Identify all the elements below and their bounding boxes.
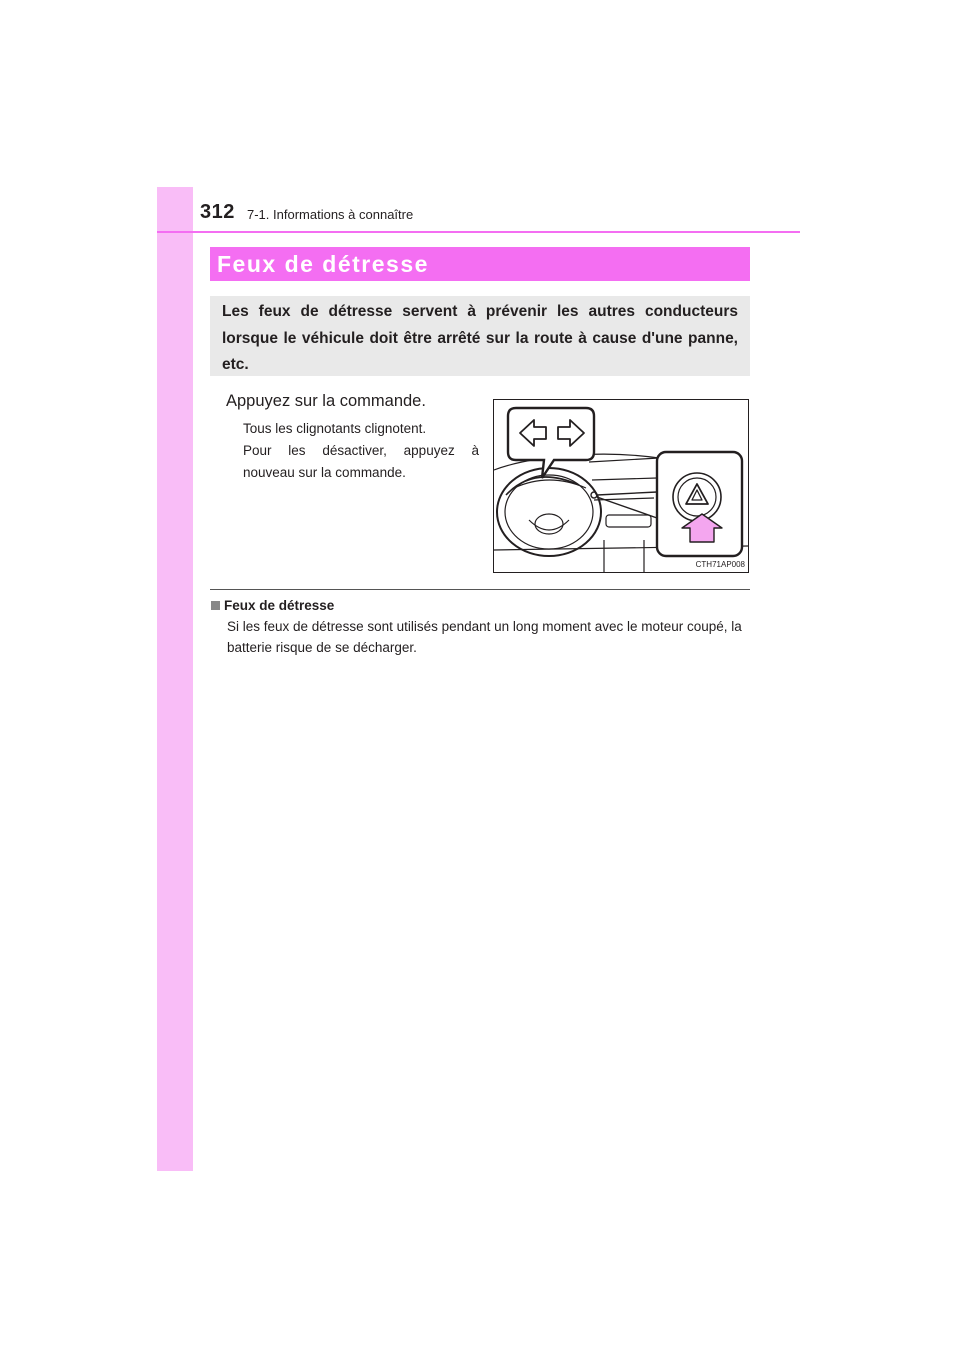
step-instruction: Appuyez sur la commande. — [226, 392, 426, 410]
note-heading-text: Feux de détresse — [224, 598, 335, 613]
step-note-line-2: Pour les désactiver, appuyez à nouveau sur la commande. — [243, 443, 479, 480]
hazard-switch-zoom — [657, 452, 742, 556]
note-heading — [211, 598, 334, 613]
page-title: Feux de détresse — [217, 251, 429, 277]
side-color-strip — [157, 187, 193, 1171]
intro-text: Les feux de détresse servent à prévenir les autres conducteurs lorsque le véhicule doit être arrêté sur la route à cause d'une panne, etc. — [222, 303, 738, 373]
intro-box — [210, 296, 750, 376]
hazard-switch-illustration — [493, 399, 749, 573]
figure-code: CTH71AP008 — [695, 560, 745, 569]
step-note-line-1: Tous les clignotants clignotent. — [243, 421, 427, 436]
dashboard-drawing — [494, 400, 749, 573]
step-note — [243, 418, 479, 484]
page-number: 312 — [200, 201, 235, 223]
note-body: Si les feux de détresse sont utilisés pendant un long moment avec le moteur coupé, la batterie risque de se décharger. — [227, 619, 742, 655]
section-label: 7-1. Informations à connaître — [247, 207, 414, 222]
square-bullet-icon — [211, 601, 220, 610]
section-divider — [210, 589, 750, 590]
header-rule — [157, 231, 800, 233]
title-bar — [210, 247, 750, 281]
